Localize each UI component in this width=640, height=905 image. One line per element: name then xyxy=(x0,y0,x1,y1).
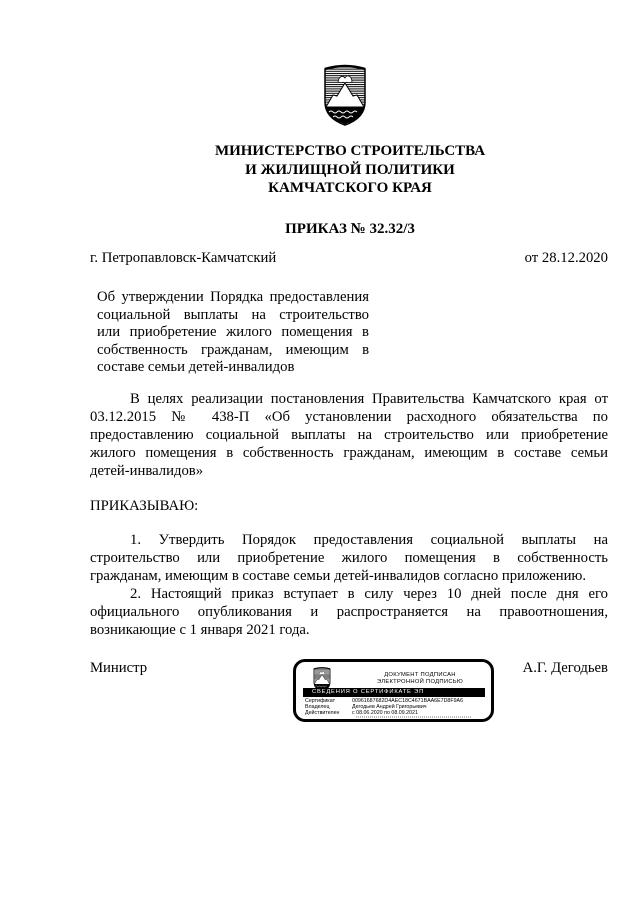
order-subject xyxy=(97,289,369,377)
order-title: ПРИКАЗ № 32.32/3 xyxy=(285,221,415,237)
item-line: гражданам, имеющим в составе семьи детей-инвалидов согласно приложению. xyxy=(90,568,587,584)
place-of-issue: г. Петропавловск-Камчатский xyxy=(90,250,277,266)
stamp-row-label: Владелец xyxy=(305,704,330,710)
heading-line: И ЖИЛИЩНОЙ ПОЛИТИКИ xyxy=(245,161,455,178)
subject-line: составе семьи детей-инвалидов xyxy=(97,359,295,375)
item-line: 1. Утвердить Порядок предоставления социальной выплаты на xyxy=(130,532,608,548)
item-line: официального опубликования и распространяется на правоотношения, xyxy=(90,604,608,620)
coat-of-arms-icon xyxy=(322,62,368,126)
item-line: строительство или приобретение жилого помещения в собственность xyxy=(90,550,608,566)
stamp-row-value: Дегодьев Андрей Григорьевич xyxy=(352,704,427,710)
decree-word: ПРИКАЗЫВАЮ: xyxy=(90,498,199,514)
order-date: от 28.12.2020 xyxy=(524,250,608,266)
item-line: 2. Настоящий приказ вступает в силу через 10 дней после дня его xyxy=(130,586,608,602)
stamp-title-line: ДОКУМЕНТ ПОДПИСАН xyxy=(384,671,456,678)
heading-line: МИНИСТЕРСТВО СТРОИТЕЛЬСТВА xyxy=(214,143,486,159)
subject-line: Об утверждении Порядка предоставления xyxy=(97,289,369,305)
stamp-row-value: с 08.06.2020 по 08.09.2021 xyxy=(352,710,418,716)
preamble-line: предоставлению социальной выплаты на строительство или приобретение xyxy=(90,427,608,443)
heading-line: КАМЧАТСКОГО КРАЯ xyxy=(268,180,432,196)
ministry-heading xyxy=(90,142,610,198)
subject-line: социальной выплаты на строительство xyxy=(97,306,369,323)
preamble-line: жилого помещения в собственность гражданам, имеющим в составе семьи xyxy=(90,445,608,461)
order-item-2 xyxy=(90,585,608,639)
stamp-title-line: ЭЛЕКТРОННОЙ ПОДПИСЬЮ xyxy=(376,678,464,685)
order-item-1 xyxy=(90,531,608,585)
preamble-line: 03.12.2015 № 438-П «Об установлении расходного обязательства по xyxy=(90,409,608,425)
stamp-row-value: 00961687682D4AEC18C4671BAA6E7D8F9A6 xyxy=(352,698,464,704)
signatory-name: А.Г. Дегодьев xyxy=(522,660,608,676)
subject-line: или приобретение жилого помещения в xyxy=(97,324,369,340)
preamble-line: детей-инвалидов» xyxy=(90,463,204,479)
signatory-position: Министр xyxy=(90,660,148,676)
stamp-row-label: Сертификат xyxy=(305,698,335,704)
item-line: возникающие с 1 января 2021 года. xyxy=(90,622,310,638)
preamble-line: В целях реализации постановления Правительства Камчатского края от xyxy=(130,391,608,407)
preamble-paragraph xyxy=(90,390,608,480)
stamp-certificate-bar: СВЕДЕНИЯ О СЕРТИФИКАТЕ ЭП xyxy=(303,688,485,697)
stamp-row-label: Действителен xyxy=(305,710,340,716)
electronic-signature-stamp xyxy=(293,659,494,722)
stamp-faint-band xyxy=(356,716,471,718)
subject-line: собственность гражданам, имеющим в xyxy=(97,341,369,358)
